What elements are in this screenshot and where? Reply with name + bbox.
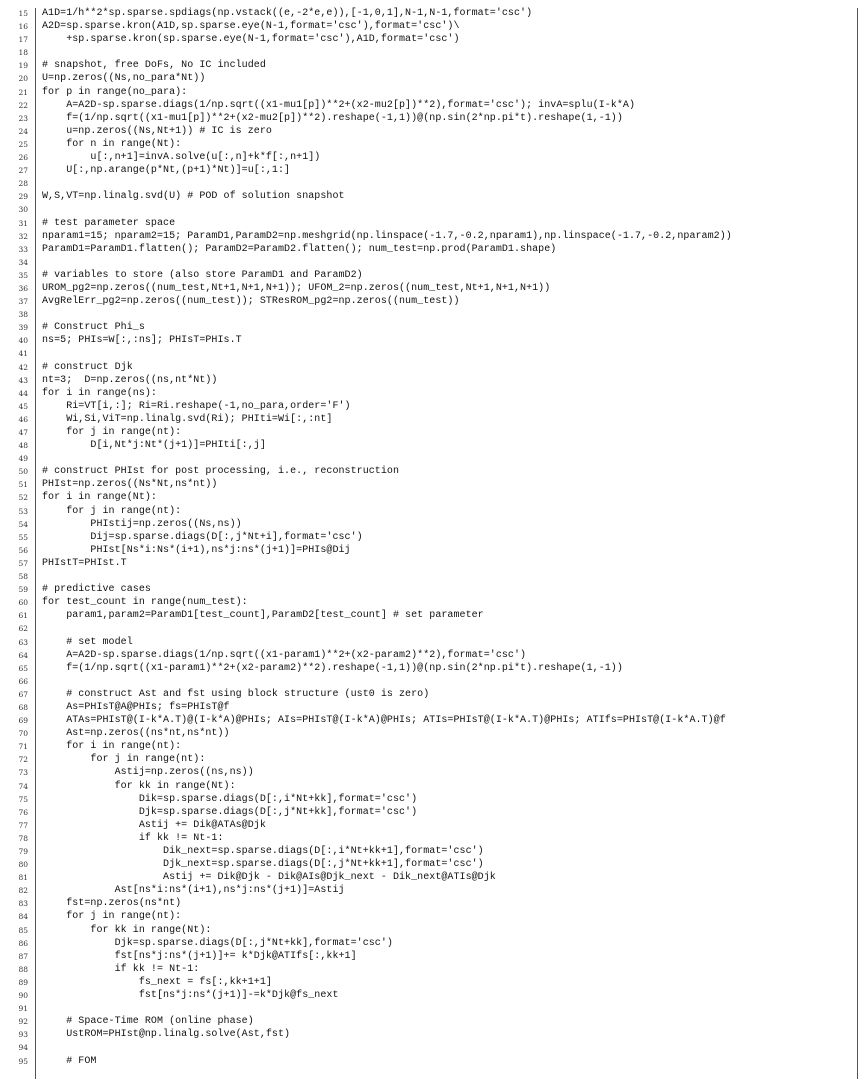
line-number: 51 — [18, 480, 28, 490]
code-line — [0, 950, 866, 963]
code-text: f=(1/np.sqrt((x1-param1)**2+(x2-param2)**2).reshape(-1,1))@(np.sin(2*np.pi*t).reshape(1,-1)) — [42, 662, 623, 674]
code-text: Ast[ns*i:ns*(i+1),ns*j:ns*(j+1)]=Astij — [42, 885, 345, 897]
code-text: PHIst=np.zeros((Ns*Nt,ns*nt)) — [42, 479, 218, 491]
code-text: for j in range(nt): — [42, 505, 182, 517]
line-number: 71 — [18, 742, 28, 752]
code-line — [0, 937, 866, 950]
line-number: 86 — [18, 938, 28, 948]
line-number: 32 — [18, 231, 28, 241]
line-number: 82 — [18, 886, 28, 896]
code-line — [0, 125, 866, 138]
code-text: Djk=sp.sparse.diags(D[:,j*Nt+kk],format='csc') — [42, 937, 393, 949]
code-text: PHIst[Ns*i:Ns*(i+1),ns*j:ns*(j+1)]=PHIs@Dij — [42, 544, 351, 556]
code-line — [0, 99, 866, 112]
code-line — [0, 727, 866, 740]
code-line — [0, 1055, 866, 1068]
code-line — [0, 269, 866, 282]
code-text: D[i,Nt*j:Nt*(j+1)]=PHIti[:,j] — [42, 440, 266, 452]
line-number: 93 — [18, 1030, 28, 1040]
code-text: nparam1=15; nparam2=15; ParamD1,ParamD2=np.meshgrid(np.linspace(-1.7,-0.2,nparam1),np.linspace(-1.7,-0.2,nparam2)) — [42, 230, 732, 242]
code-text: +sp.sparse.kron(sp.sparse.eye(N-1,format='csc'),A1D,format='csc') — [42, 34, 460, 46]
line-number: 60 — [18, 598, 28, 608]
code-line — [0, 924, 866, 937]
code-line — [0, 112, 866, 125]
code-text: for i in range(ns): — [42, 387, 157, 399]
code-text: PHIstT=PHIst.T — [42, 557, 127, 569]
code-line — [0, 806, 866, 819]
code-text: if kk != Nt-1: — [42, 963, 200, 975]
code-text: # construct Djk — [42, 361, 133, 373]
code-line — [0, 780, 866, 793]
line-number: 30 — [18, 205, 28, 215]
code-text: for j in range(nt): — [42, 754, 206, 766]
line-number: 29 — [18, 192, 28, 202]
line-number: 64 — [18, 650, 28, 660]
line-number: 66 — [18, 676, 28, 686]
code-text: Wi,Si,ViT=np.linalg.svd(Ri); PHIti=Wi[:,:nt] — [42, 413, 333, 425]
line-number: 15 — [18, 9, 28, 18]
line-number: 36 — [18, 283, 28, 293]
code-line — [0, 819, 866, 832]
code-line — [0, 1041, 866, 1054]
code-text: fst[ns*j:ns*(j+1)]+= k*Djk@ATIfs[:,kk+1] — [42, 950, 357, 962]
code-text: for test_count in range(num_test): — [42, 597, 248, 609]
line-number: 46 — [18, 414, 28, 424]
code-text: for i in range(Nt): — [42, 492, 157, 504]
code-text: A1D=1/h**2*sp.sparse.spdiags(np.vstack((e,-2*e,e)),[-1,0,1],N-1,N-1,format='csc') — [42, 8, 533, 19]
line-number: 41 — [18, 349, 28, 359]
code-line — [0, 871, 866, 884]
line-number: 55 — [18, 532, 28, 542]
code-text: U=np.zeros((Ns,no_para*Nt)) — [42, 73, 206, 85]
code-line — [0, 217, 866, 230]
line-number: 21 — [18, 87, 28, 97]
line-number: 65 — [18, 663, 28, 673]
code-line — [0, 282, 866, 295]
code-text: Dij=sp.sparse.diags(D[:,j*Nt+i],format='csc') — [42, 531, 363, 543]
code-text: for kk in range(Nt): — [42, 780, 236, 792]
line-number: 89 — [18, 977, 28, 987]
line-number: 33 — [18, 244, 28, 254]
line-number: 59 — [18, 585, 28, 595]
code-line — [0, 400, 866, 413]
code-line — [0, 20, 866, 33]
code-line — [0, 321, 866, 334]
line-number: 18 — [18, 48, 28, 58]
code-text: param1,param2=ParamD1[test_count],ParamD2[test_count] # set parameter — [42, 610, 484, 622]
code-text: Djk=sp.sparse.diags(D[:,j*Nt+kk],format='csc') — [42, 806, 418, 818]
line-number: 50 — [18, 467, 28, 477]
line-number: 95 — [18, 1056, 28, 1066]
code-line — [0, 766, 866, 779]
line-number: 57 — [18, 558, 28, 568]
line-number: 83 — [18, 899, 28, 909]
code-text: nt=3; D=np.zeros((ns,nt*Nt)) — [42, 374, 218, 386]
code-text: AvgRelErr_pg2=np.zeros((num_test)); STResROM_pg2=np.zeros((num_test)) — [42, 296, 460, 308]
line-number: 38 — [18, 310, 28, 320]
code-line — [0, 374, 866, 387]
code-text: Dik=sp.sparse.diags(D[:,i*Nt+kk],format='csc') — [42, 793, 418, 805]
line-number: 24 — [18, 126, 28, 136]
code-text: # predictive cases — [42, 584, 151, 596]
code-text: A=A2D-sp.sparse.diags(1/np.sqrt((x1-mu1[p])**2+(x2-mu2[p])**2),format='csc'); invA=splu(I-k*A) — [42, 99, 635, 111]
code-line — [0, 714, 866, 727]
line-number: 39 — [18, 323, 28, 333]
code-text: # set model — [42, 636, 133, 648]
code-line — [0, 845, 866, 858]
code-line — [0, 46, 866, 59]
code-line — [0, 86, 866, 99]
code-line — [0, 832, 866, 845]
code-text: for j in range(nt): — [42, 911, 182, 923]
code-line — [0, 531, 866, 544]
line-number: 72 — [18, 755, 28, 765]
code-text: UROM_pg2=np.zeros((num_test,Nt+1,N+1,N+1)); UFOM_2=np.zeros((num_test,Nt+1,N+1,N+1)) — [42, 282, 551, 294]
code-text: Ri=VT[i,:]; Ri=Ri.reshape(-1,no_para,order='F') — [42, 400, 351, 412]
line-number: 44 — [18, 388, 28, 398]
code-line — [0, 203, 866, 216]
line-number: 45 — [18, 401, 28, 411]
line-number: 28 — [18, 179, 28, 189]
code-text: # Construct Phi_s — [42, 322, 145, 334]
line-number: 91 — [18, 1004, 28, 1014]
code-line — [0, 413, 866, 426]
code-line — [0, 256, 866, 269]
line-number: 48 — [18, 441, 28, 451]
code-line — [0, 596, 866, 609]
line-number: 84 — [18, 912, 28, 922]
code-text: Astij=np.zeros((ns,ns)) — [42, 767, 254, 779]
line-number: 62 — [18, 624, 28, 634]
line-number: 79 — [18, 847, 28, 856]
code-line — [0, 295, 866, 308]
line-number: 69 — [18, 716, 28, 726]
code-line — [0, 636, 866, 649]
line-number: 70 — [18, 729, 28, 739]
code-text: W,S,VT=np.linalg.svd(U) # POD of solution snapshot — [42, 191, 345, 203]
code-text: Dik_next=sp.sparse.diags(D[:,i*Nt+kk+1],format='csc') — [42, 846, 484, 857]
code-line — [0, 334, 866, 347]
code-line — [0, 1028, 866, 1041]
code-text: Astij += Dik@Djk - Dik@AIs@Djk_next - Dik_next@ATIs@Djk — [42, 872, 496, 884]
line-number: 23 — [18, 113, 28, 123]
code-line — [0, 151, 866, 164]
code-text: if kk != Nt-1: — [42, 832, 224, 844]
line-number: 22 — [18, 100, 28, 110]
code-line — [0, 505, 866, 518]
code-line — [0, 976, 866, 989]
code-text: ns=5; PHIs=W[:,:ns]; PHIsT=PHIs.T — [42, 335, 242, 347]
code-text: PHIstij=np.zeros((Ns,ns)) — [42, 518, 242, 530]
line-number: 76 — [18, 807, 28, 817]
code-line — [0, 439, 866, 452]
line-number: 73 — [18, 768, 28, 778]
code-listing — [0, 7, 866, 1068]
line-number: 77 — [18, 820, 28, 830]
code-line — [0, 59, 866, 72]
code-text: # Space-Time ROM (online phase) — [42, 1016, 254, 1028]
line-number: 61 — [18, 611, 28, 621]
code-line — [0, 230, 866, 243]
code-text: As=PHIsT@A@PHIs; fs=PHIsT@f — [42, 701, 230, 713]
code-text: for kk in range(Nt): — [42, 924, 212, 936]
code-line — [0, 452, 866, 465]
code-line — [0, 858, 866, 871]
code-text: for i in range(nt): — [42, 741, 182, 753]
line-number: 90 — [18, 991, 28, 1001]
code-text: Djk_next=sp.sparse.diags(D[:,j*Nt+kk+1],format='csc') — [42, 859, 484, 871]
line-number: 63 — [18, 637, 28, 647]
line-number: 92 — [18, 1017, 28, 1027]
line-number: 25 — [18, 139, 28, 149]
code-line — [0, 308, 866, 321]
code-line — [0, 662, 866, 675]
code-text: U[:,np.arange(p*Nt,(p+1)*Nt)]=u[:,1:] — [42, 165, 291, 177]
code-line — [0, 72, 866, 85]
code-line — [0, 557, 866, 570]
line-number: 20 — [18, 74, 28, 84]
line-number: 42 — [18, 362, 28, 372]
line-number: 43 — [18, 375, 28, 385]
code-line — [0, 897, 866, 910]
code-line — [0, 1002, 866, 1015]
line-number: 94 — [18, 1043, 28, 1053]
code-text: u[:,n+1]=invA.solve(u[:,n]+k*f[:,n+1]) — [42, 152, 321, 164]
line-number: 37 — [18, 297, 28, 307]
code-line — [0, 1015, 866, 1028]
code-text: ParamD1=ParamD1.flatten(); ParamD2=ParamD2.flatten(); num_test=np.prod(ParamD1.shape) — [42, 243, 557, 255]
code-line — [0, 688, 866, 701]
code-line — [0, 387, 866, 400]
code-text: # snapshot, free DoFs, No IC included — [42, 60, 266, 72]
line-number: 19 — [18, 61, 28, 71]
line-number: 56 — [18, 545, 28, 555]
code-text: A2D=sp.sparse.kron(A1D,sp.sparse.eye(N-1,format='csc'),format='csc')\ — [42, 21, 460, 33]
code-line — [0, 609, 866, 622]
code-line — [0, 347, 866, 360]
code-line — [0, 491, 866, 504]
line-number: 54 — [18, 519, 28, 529]
code-text: for n in range(Nt): — [42, 138, 182, 150]
line-number: 75 — [18, 794, 28, 804]
code-line — [0, 753, 866, 766]
code-text: for j in range(nt): — [42, 427, 182, 438]
code-line — [0, 963, 866, 976]
code-text: Ast=np.zeros((ns*nt,ns*nt)) — [42, 728, 230, 740]
code-line — [0, 583, 866, 596]
code-line — [0, 177, 866, 190]
line-number: 78 — [18, 833, 28, 843]
line-number: 52 — [18, 493, 28, 503]
line-number: 68 — [18, 702, 28, 712]
code-text: A=A2D-sp.sparse.diags(1/np.sqrt((x1-param1)**2+(x2-param2)**2),format='csc') — [42, 649, 527, 661]
code-line — [0, 190, 866, 203]
code-text: Astij += Dik@ATAs@Djk — [42, 819, 266, 831]
code-line — [0, 33, 866, 46]
line-number: 49 — [18, 454, 28, 464]
code-text: # test parameter space — [42, 217, 176, 229]
code-text: # construct PHIst for post processing, i.e., reconstruction — [42, 466, 400, 478]
line-number: 16 — [18, 22, 28, 32]
line-number: 74 — [18, 781, 28, 791]
code-text: # variables to store (also store ParamD1 and ParamD2) — [42, 269, 363, 281]
line-number: 81 — [18, 873, 28, 883]
line-number: 85 — [18, 925, 28, 935]
line-number: 40 — [18, 336, 28, 346]
line-number: 87 — [18, 951, 28, 961]
line-number: 58 — [18, 572, 28, 582]
code-line — [0, 361, 866, 374]
line-number: 35 — [18, 270, 28, 280]
code-text: fst[ns*j:ns*(j+1)]-=k*Djk@fs_next — [42, 990, 339, 1002]
code-line — [0, 675, 866, 688]
code-text: # construct Ast and fst using block structure (ust0 is zero) — [42, 688, 430, 700]
code-text: u=np.zeros((Ns,Nt+1)) # IC is zero — [42, 125, 272, 137]
code-text: fs_next = fs[:,kk+1+1] — [42, 976, 272, 988]
code-line — [0, 570, 866, 583]
code-line — [0, 164, 866, 177]
code-line — [0, 426, 866, 439]
line-number: 80 — [18, 860, 28, 870]
line-number: 26 — [18, 153, 28, 163]
line-number: 88 — [18, 964, 28, 974]
code-line — [0, 138, 866, 151]
code-text: fst=np.zeros(ns*nt) — [42, 898, 182, 910]
code-text: f=(1/np.sqrt((x1-mu1[p])**2+(x2-mu2[p])**2).reshape(-1,1))@(np.sin(2*np.pi*t).reshape(1,-1)) — [42, 112, 623, 124]
code-text: ATAs=PHIsT@(I-k*A.T)@(I-k*A)@PHIs; AIs=PHIsT@(I-k*A)@PHIs; ATIs=PHIsT@(I-k*A.T)@PHIs; ATIfs=PHIsT@(I-k*A.T)@f — [42, 715, 726, 727]
code-line — [0, 622, 866, 635]
code-line — [0, 465, 866, 478]
code-line — [0, 243, 866, 256]
code-line — [0, 740, 866, 753]
code-line — [0, 884, 866, 897]
line-number: 67 — [18, 689, 28, 699]
code-line — [0, 544, 866, 557]
code-line — [0, 701, 866, 714]
code-line — [0, 989, 866, 1002]
code-line — [0, 7, 866, 20]
line-number: 47 — [18, 428, 28, 437]
line-number: 27 — [18, 166, 28, 176]
line-number: 17 — [18, 35, 28, 45]
code-text: for p in range(no_para): — [42, 86, 188, 98]
code-line — [0, 649, 866, 662]
line-number: 34 — [18, 257, 28, 267]
code-text: UstROM=PHIst@np.linalg.solve(Ast,fst) — [42, 1029, 291, 1041]
code-text: # FOM — [42, 1055, 97, 1067]
code-line — [0, 478, 866, 491]
code-line — [0, 793, 866, 806]
line-number: 31 — [18, 218, 28, 228]
line-number: 53 — [18, 506, 28, 516]
code-line — [0, 518, 866, 531]
code-line — [0, 910, 866, 923]
